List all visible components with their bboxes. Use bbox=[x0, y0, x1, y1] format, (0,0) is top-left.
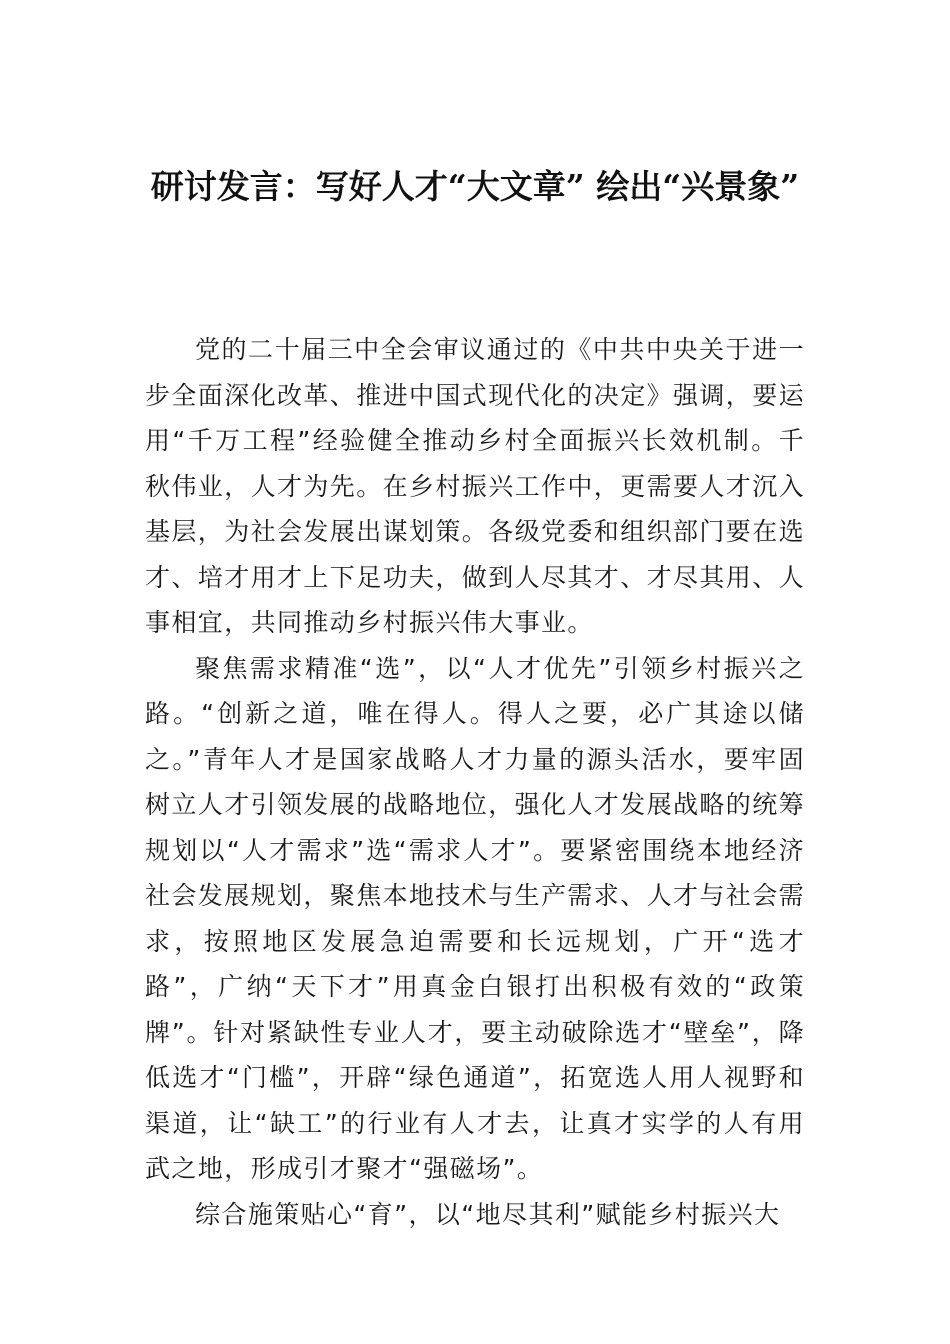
document-title: 研讨发言：写好人才“大文章” 绘出“兴景象” bbox=[150, 167, 800, 206]
document-body bbox=[145, 327, 805, 1237]
paragraph-select-talent: 聚焦需求精准“选”，以“人才优先”引领乡村振兴之路。“创新之道，唯在得人。得人之要，必广其途以储之。”青年人才是国家战略人才力量的源头活水，要牢固树立人才引领发展的战略地位，强化人才发展战略的统筹规划以“人才需求”选“需求人才”。要紧密围绕本地经济社会发展规划，聚焦本地技术与生产需求、人才与社会需求，按照地区发展急迫需要和长远规划，广开“选才路”，广纳“天下才”用真金白银打出积极有效的“政策牌”。针对紧缺性专业人才，要主动破除选才“壁垒”，降低选才“门槛”，开辟“绿色通道”，拓宽选人用人视野和渠道，让“缺工”的行业有人才去，让真才实学的人有用武之地，形成引才聚才“强磁场”。 bbox=[145, 653, 806, 1183]
paragraph-cultivate-talent: 综合施策贴心“育”，以“地尽其利”赋能乡村振兴大 bbox=[195, 1199, 781, 1229]
paragraph-intro: 党的二十届三中全会审议通过的《中共中央关于进一步全面深化改革、推进中国式现代化的决定》强调，要运用“千万工程”经验健全推动乡村全面振兴长效机制。千秋伟业，人才为先。在乡村振兴工作中，更需要人才沉入基层，为社会发展出谋划策。各级党委和组织部门要在选才、培才用才上下足功夫，做到人尽其才、才尽其用、人事相宜，共同推动乡村振兴伟大事业。 bbox=[145, 335, 806, 637]
